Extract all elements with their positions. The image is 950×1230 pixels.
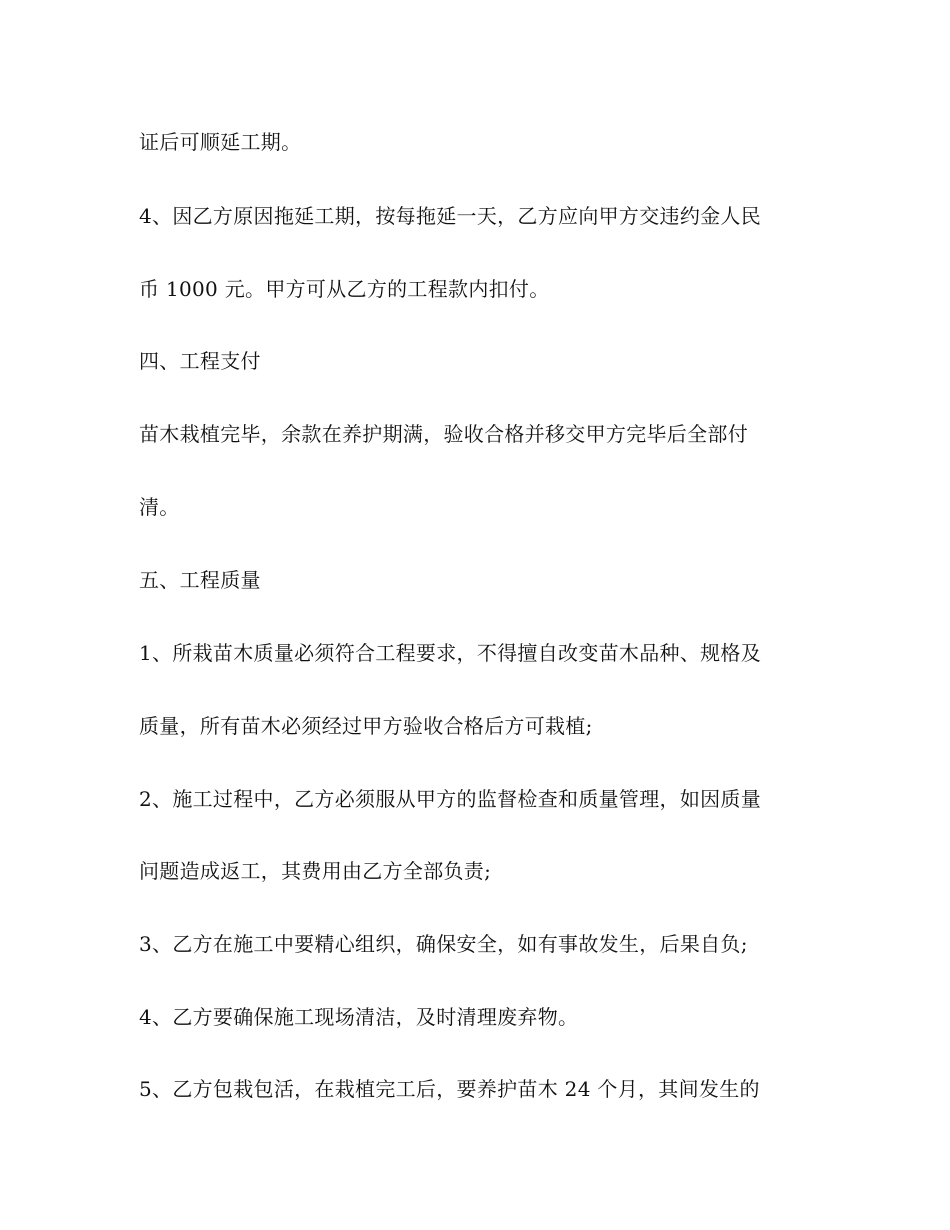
text-line: 币 1000 元。甲方可从乙方的工程款内扣付。 (139, 277, 550, 301)
text-line: 苗木栽植完毕，余款在养护期满，验收合格并移交甲方完毕后全部付 (139, 422, 748, 446)
text-line: 5、乙方包栽包活，在栽植完工后，要养护苗木 24 个月，其间发生的 (139, 1077, 760, 1101)
text-line: 3、乙方在施工中要精心组织，确保安全，如有事故发生，后果自负; (139, 932, 748, 956)
text-line: 4、因乙方原因拖延工期，按每拖延一天，乙方应向甲方交违约金人民 (139, 204, 762, 228)
text-line: 质量，所有苗木必须经过甲方验收合格后方可栽植; (139, 714, 593, 738)
section-heading: 四、工程支付 (139, 349, 261, 373)
text-line: 4、乙方要确保施工现场清洁，及时清理废弃物。 (139, 1005, 579, 1029)
text-line: 1、所栽苗木质量必须符合工程要求，不得擅自改变苗木品种、规格及 (139, 641, 762, 665)
text-line: 清。 (139, 495, 180, 519)
section-heading: 五、工程质量 (139, 568, 261, 592)
text-line: 问题造成返工，其费用由乙方全部负责; (139, 859, 492, 883)
text-line: 2、施工过程中，乙方必须服从甲方的监督检查和质量管理，如因质量 (139, 787, 762, 811)
text-line: 证后可顺延工期。 (139, 130, 302, 154)
